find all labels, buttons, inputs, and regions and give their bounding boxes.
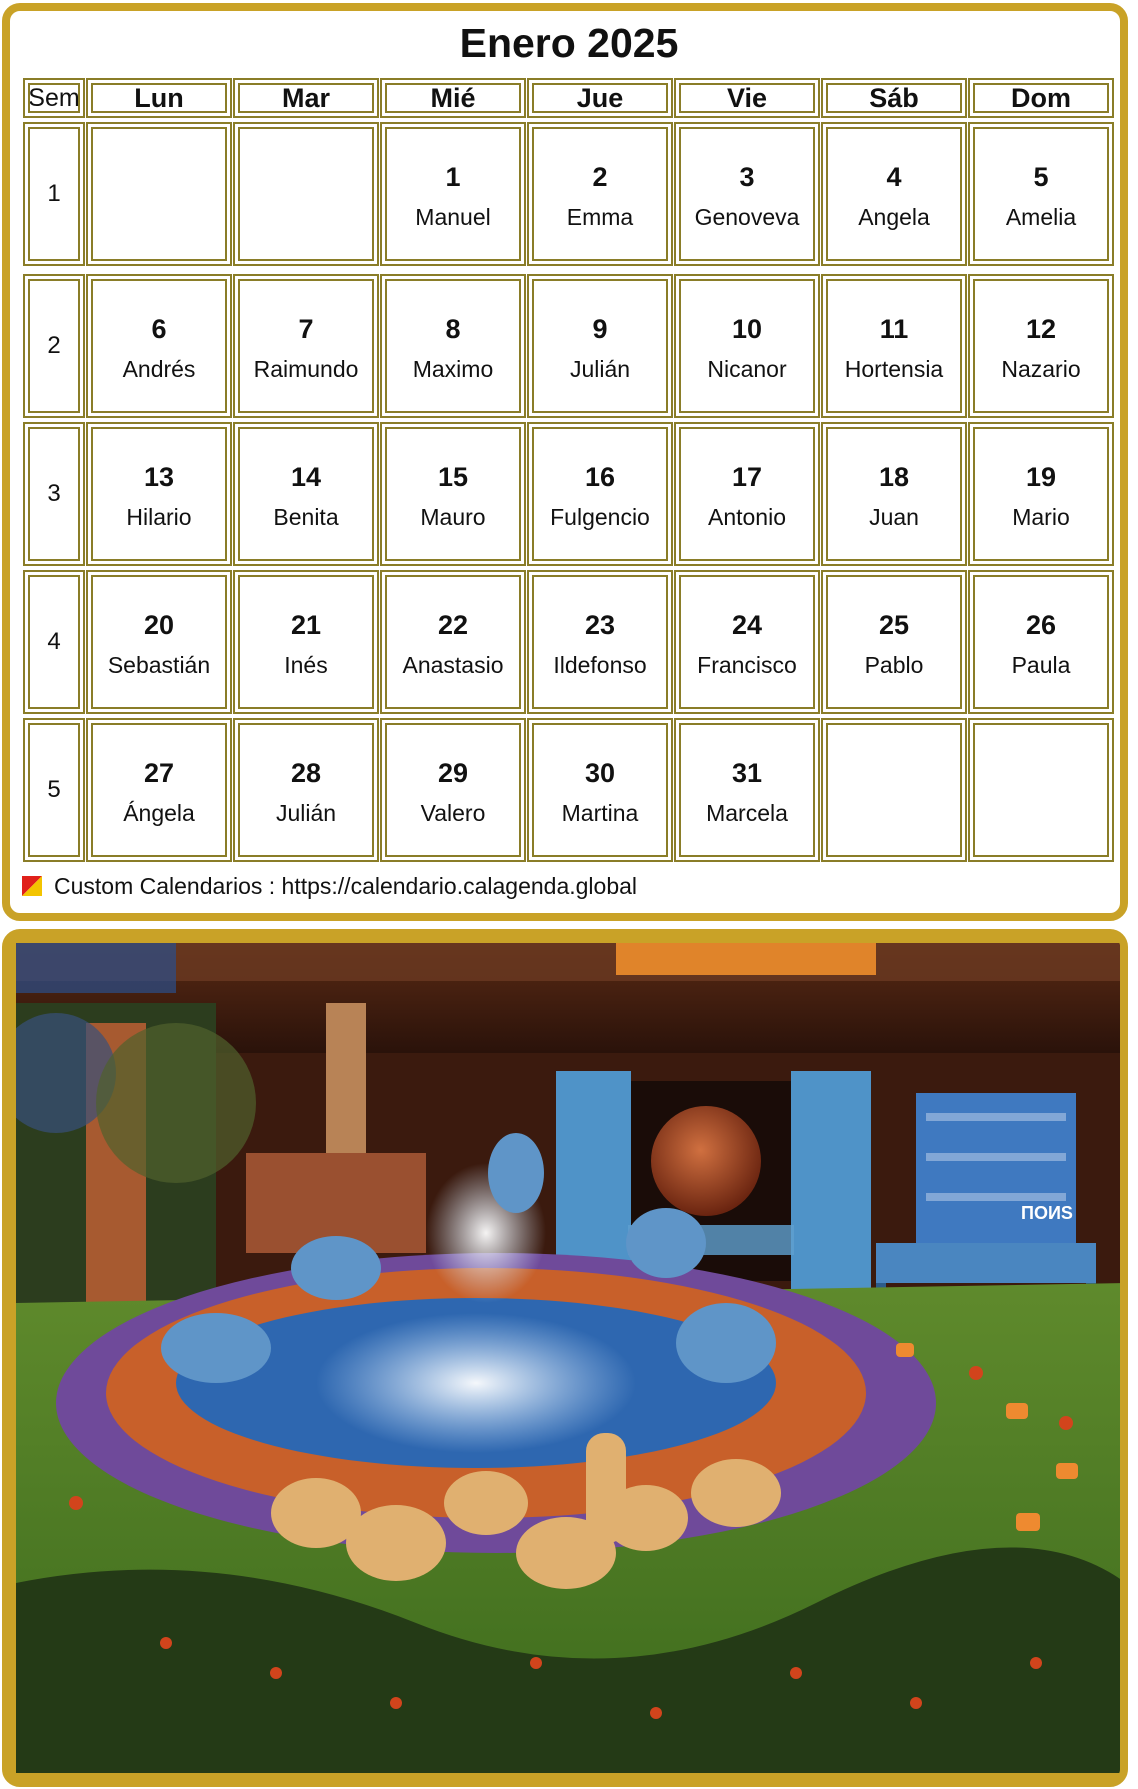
saint-name: Emma xyxy=(566,204,634,230)
day-cell[interactable] xyxy=(674,122,820,266)
week-number: 2 xyxy=(23,274,85,418)
saint-name: Nazario xyxy=(1001,356,1081,382)
day-number: 17 xyxy=(731,462,763,492)
empty-day-cell xyxy=(86,122,232,266)
day-cell[interactable] xyxy=(380,570,526,714)
week-header: Sem xyxy=(23,78,85,118)
day-number: 28 xyxy=(290,758,322,788)
saint-name: Julián xyxy=(569,356,631,382)
day-number: 2 xyxy=(592,162,608,192)
day-number: 8 xyxy=(445,314,461,344)
calendar-title: Enero 2025 xyxy=(459,20,679,66)
empty-day-cell xyxy=(233,122,379,266)
day-number: 24 xyxy=(731,610,763,640)
day-cell[interactable] xyxy=(86,718,232,862)
day-number: 11 xyxy=(879,314,909,344)
day-number: 5 xyxy=(1033,162,1049,192)
day-header: Mié xyxy=(380,78,526,118)
day-cell[interactable] xyxy=(821,274,967,418)
day-cell[interactable] xyxy=(527,422,673,566)
day-cell[interactable] xyxy=(821,122,967,266)
saint-name: Inés xyxy=(284,652,328,678)
day-number: 14 xyxy=(290,462,322,492)
saint-name: Antonio xyxy=(707,504,786,530)
saint-name: Anastasio xyxy=(402,652,504,678)
week-number: 4 xyxy=(23,570,85,714)
saint-name: Maximo xyxy=(412,356,494,382)
saint-name: Angela xyxy=(858,204,930,230)
day-number: 21 xyxy=(290,610,322,640)
empty-day-cell xyxy=(821,718,967,862)
day-number: 27 xyxy=(143,758,175,788)
week-number: 5 xyxy=(23,718,85,862)
saint-name: Pablo xyxy=(864,652,924,678)
saint-name: Marcela xyxy=(706,800,788,826)
saint-name: Hilario xyxy=(126,504,192,530)
garden-fountain-photo xyxy=(16,943,1126,1773)
week-number: 3 xyxy=(23,422,85,566)
saint-name: Genoveva xyxy=(694,204,800,230)
footer xyxy=(22,870,637,902)
day-cell[interactable] xyxy=(86,274,232,418)
saint-name: Mario xyxy=(1012,504,1070,530)
day-cell[interactable] xyxy=(380,122,526,266)
day-cell[interactable] xyxy=(674,718,820,862)
day-cell[interactable] xyxy=(233,718,379,862)
day-cell[interactable] xyxy=(674,274,820,418)
day-number: 23 xyxy=(584,610,616,640)
saint-name: Julián xyxy=(275,800,337,826)
day-number: 30 xyxy=(584,758,616,788)
day-cell[interactable] xyxy=(821,570,967,714)
saint-name: Valero xyxy=(420,800,486,826)
day-cell[interactable] xyxy=(233,422,379,566)
saint-name: Raimundo xyxy=(253,356,359,382)
saint-name: Juan xyxy=(869,504,919,530)
day-number: 7 xyxy=(298,314,314,344)
day-header: Jue xyxy=(527,78,673,118)
day-cell[interactable] xyxy=(380,274,526,418)
saint-name: Sebastián xyxy=(107,652,211,678)
day-cell[interactable] xyxy=(968,570,1114,714)
day-number: 10 xyxy=(731,314,763,344)
day-number: 31 xyxy=(731,758,763,788)
saint-name: Hortensia xyxy=(844,356,944,382)
day-cell[interactable] xyxy=(968,122,1114,266)
day-cell[interactable] xyxy=(380,718,526,862)
empty-day-cell xyxy=(968,718,1114,862)
day-cell[interactable] xyxy=(527,122,673,266)
day-cell[interactable] xyxy=(527,274,673,418)
day-number: 4 xyxy=(886,162,902,192)
saint-name: Fulgencio xyxy=(550,504,650,530)
day-cell[interactable] xyxy=(674,422,820,566)
day-number: 15 xyxy=(437,462,469,492)
day-number: 20 xyxy=(143,610,175,640)
day-number: 18 xyxy=(878,462,910,492)
day-cell[interactable] xyxy=(233,570,379,714)
day-number: 12 xyxy=(1025,314,1057,344)
day-number: 26 xyxy=(1025,610,1057,640)
calagenda-logo-icon xyxy=(22,876,42,896)
day-cell[interactable] xyxy=(86,422,232,566)
photo-panel xyxy=(2,929,1128,1787)
saint-name: Mauro xyxy=(420,504,486,530)
day-number: 16 xyxy=(584,462,616,492)
day-cell[interactable] xyxy=(527,570,673,714)
day-number: 22 xyxy=(437,610,469,640)
saint-name: Francisco xyxy=(697,652,797,678)
day-cell[interactable] xyxy=(968,274,1114,418)
day-number: 3 xyxy=(739,162,755,192)
day-header: Vie xyxy=(674,78,820,118)
day-header: Mar xyxy=(233,78,379,118)
day-cell[interactable] xyxy=(233,274,379,418)
day-number: 19 xyxy=(1025,462,1057,492)
day-number: 6 xyxy=(151,314,167,344)
day-cell[interactable] xyxy=(674,570,820,714)
day-number: 25 xyxy=(878,610,910,640)
footer-link[interactable]: Custom Calendarios : https://calendario.calagenda.global xyxy=(54,872,638,899)
day-header: Sáb xyxy=(821,78,967,118)
day-number: 13 xyxy=(143,462,175,492)
day-cell[interactable] xyxy=(821,422,967,566)
saint-name: Manuel xyxy=(415,204,491,230)
week-number: 1 xyxy=(23,122,85,266)
saint-name: Paula xyxy=(1011,652,1071,678)
day-header: Dom xyxy=(968,78,1114,118)
day-cell[interactable] xyxy=(968,422,1114,566)
day-number: 9 xyxy=(592,314,608,344)
saint-name: Amelia xyxy=(1005,204,1077,230)
saint-name: Andrés xyxy=(122,356,196,382)
day-cell[interactable] xyxy=(527,718,673,862)
box-label: ПОИЅ xyxy=(1021,1203,1073,1223)
day-cell[interactable] xyxy=(380,422,526,566)
day-cell[interactable] xyxy=(86,570,232,714)
saint-name: Ildefonso xyxy=(553,652,647,678)
saint-name: Benita xyxy=(273,504,339,530)
day-header: Lun xyxy=(86,78,232,118)
saint-name: Ángela xyxy=(123,800,195,826)
saint-name: Martina xyxy=(561,800,639,826)
day-number: 29 xyxy=(437,758,469,788)
day-number: 1 xyxy=(445,162,461,192)
saint-name: Nicanor xyxy=(707,356,787,382)
